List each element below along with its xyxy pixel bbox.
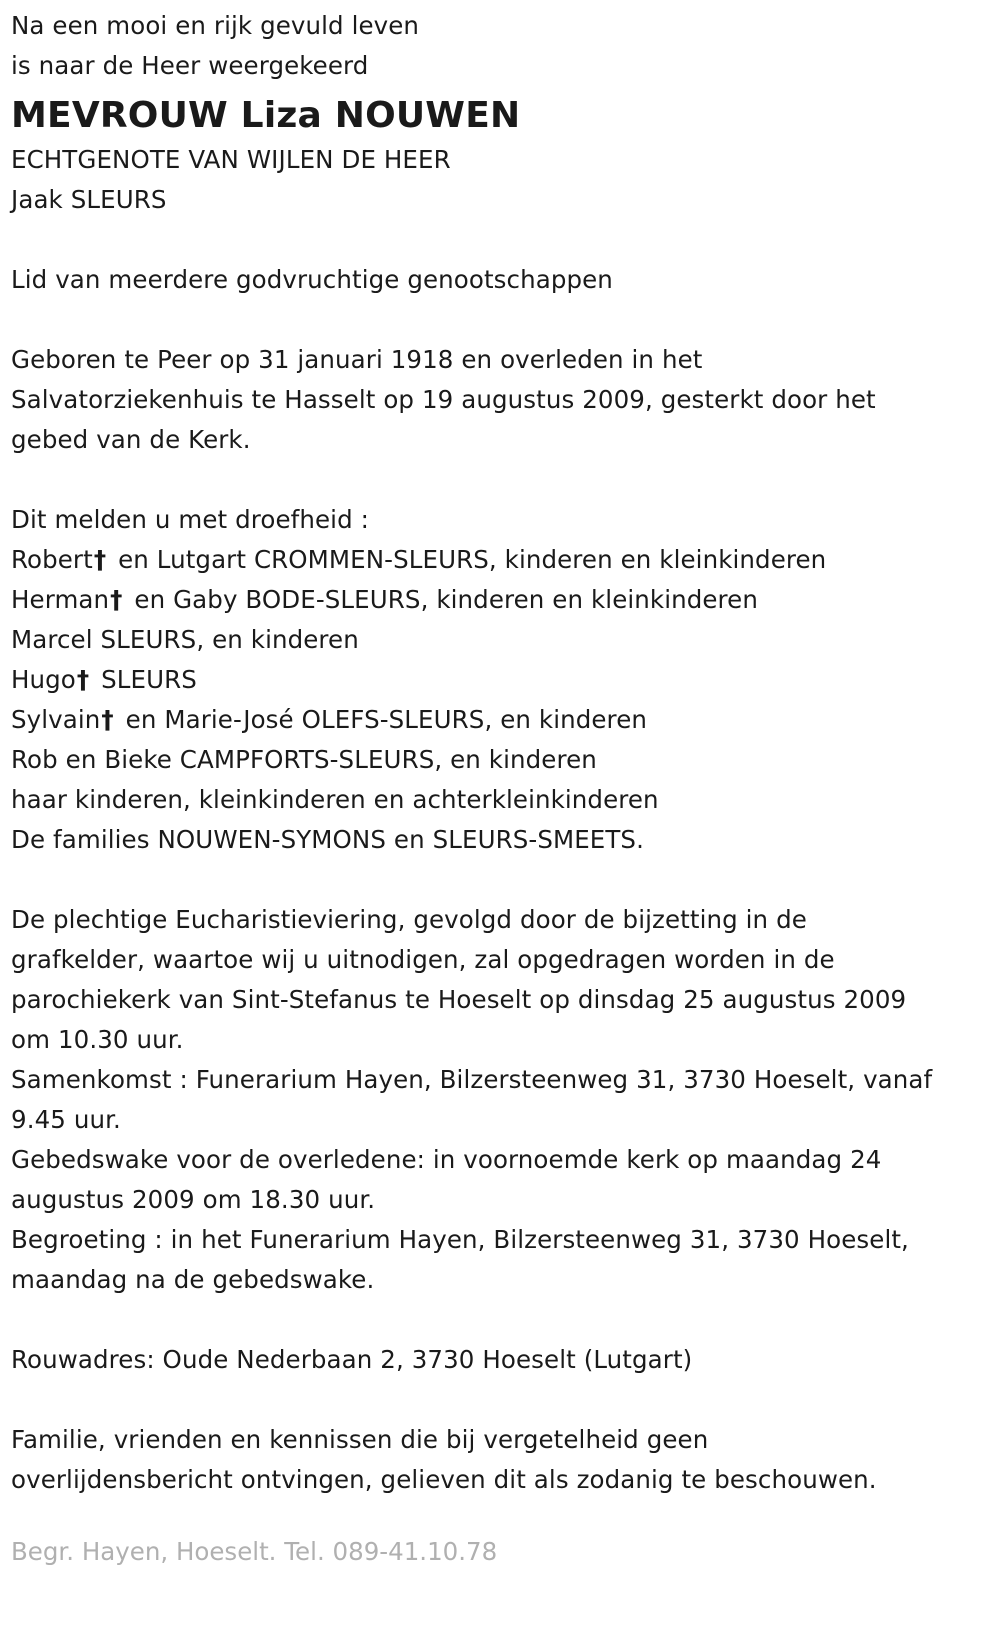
mourning-address: Rouwadres: Oude Nederbaan 2, 3730 Hoeselt (Lutgart) xyxy=(11,1345,693,1374)
family-member xyxy=(11,700,991,740)
family-member-name: Hugo xyxy=(11,665,76,694)
ceremony-block xyxy=(11,900,991,1300)
intro-line: is naar de Heer weergekeerd xyxy=(11,51,369,80)
family-member-rest: en Gaby BODE-SLEURS, kinderen en kleinkinderen xyxy=(126,585,758,614)
closing-line: overlijdensbericht ontvingen, gelieven dit als zodanig te beschouwen. xyxy=(11,1465,877,1494)
family-member: haar kinderen, kleinkinderen en achterkleinkinderen xyxy=(11,785,659,814)
ceremony-line: augustus 2009 om 18.30 uur. xyxy=(11,1185,376,1214)
spouse-block xyxy=(11,140,991,220)
cross-icon: † xyxy=(101,705,114,734)
intro-block xyxy=(11,6,991,86)
cross-icon: † xyxy=(110,585,123,614)
family-member-name: Herman xyxy=(11,585,110,614)
family-member-rest: en Marie-José OLEFS-SLEURS, en kinderen xyxy=(117,705,647,734)
funeral-home-footer: Begr. Hayen, Hoeselt. Tel. 089-41.10.78 xyxy=(11,1537,498,1566)
family-member: Marcel SLEURS, en kinderen xyxy=(11,625,359,654)
family-list xyxy=(11,540,991,860)
cross-icon: † xyxy=(93,545,107,574)
family-member-name: Robert xyxy=(11,545,93,574)
ceremony-line: maandag na de gebedswake. xyxy=(11,1265,375,1294)
family-member-name: Sylvain xyxy=(11,705,101,734)
birth-death-line: Salvatorziekenhuis te Hasselt op 19 augustus 2009, gesterkt door het xyxy=(11,385,876,414)
announcement-intro: Dit melden u met droefheid : xyxy=(11,505,369,534)
deceased-name: MEVROUW Liza NOUWEN xyxy=(11,95,521,136)
ceremony-line: Gebedswake voor de overledene: in voornoemde kerk op maandag 24 xyxy=(11,1145,882,1174)
ceremony-line: parochiekerk van Sint-Stefanus te Hoeselt op dinsdag 25 augustus 2009 xyxy=(11,985,907,1014)
family-member-rest: en Lutgart CROMMEN-SLEURS, kinderen en kleinkinderen xyxy=(110,545,827,574)
cross-icon: † xyxy=(76,665,90,694)
family-member xyxy=(11,580,991,620)
family-member xyxy=(11,540,991,580)
family-member: De families NOUWEN-SYMONS en SLEURS-SMEETS. xyxy=(11,825,644,854)
spouse-line: ECHTGENOTE VAN WIJLEN DE HEER xyxy=(11,145,451,174)
ceremony-line: 9.45 uur. xyxy=(11,1105,121,1134)
ceremony-line: om 10.30 uur. xyxy=(11,1025,184,1054)
ceremony-line: Begroeting : in het Funerarium Hayen, Bilzersteenweg 31, 3730 Hoeselt, xyxy=(11,1225,909,1254)
membership-text: Lid van meerdere godvruchtige genootschappen xyxy=(11,265,613,294)
ceremony-line: Samenkomst : Funerarium Hayen, Bilzersteenweg 31, 3730 Hoeselt, vanaf xyxy=(11,1065,933,1094)
family-member-rest: SLEURS xyxy=(93,665,197,694)
intro-line: Na een mooi en rijk gevuld leven xyxy=(11,11,420,40)
obituary-notice xyxy=(11,6,991,1572)
ceremony-line: grafkelder, waartoe wij u uitnodigen, zal opgedragen worden in de xyxy=(11,945,835,974)
birth-death-block xyxy=(11,340,991,460)
birth-death-line: gebed van de Kerk. xyxy=(11,425,251,454)
closing-line: Familie, vrienden en kennissen die bij vergetelheid geen xyxy=(11,1425,709,1454)
ceremony-line: De plechtige Eucharistieviering, gevolgd door de bijzetting in de xyxy=(11,905,807,934)
family-member: Rob en Bieke CAMPFORTS-SLEURS, en kinderen xyxy=(11,745,597,774)
closing-block xyxy=(11,1420,991,1500)
spouse-name: Jaak SLEURS xyxy=(11,185,167,214)
birth-death-line: Geboren te Peer op 31 januari 1918 en overleden in het xyxy=(11,345,703,374)
family-member xyxy=(11,660,991,700)
